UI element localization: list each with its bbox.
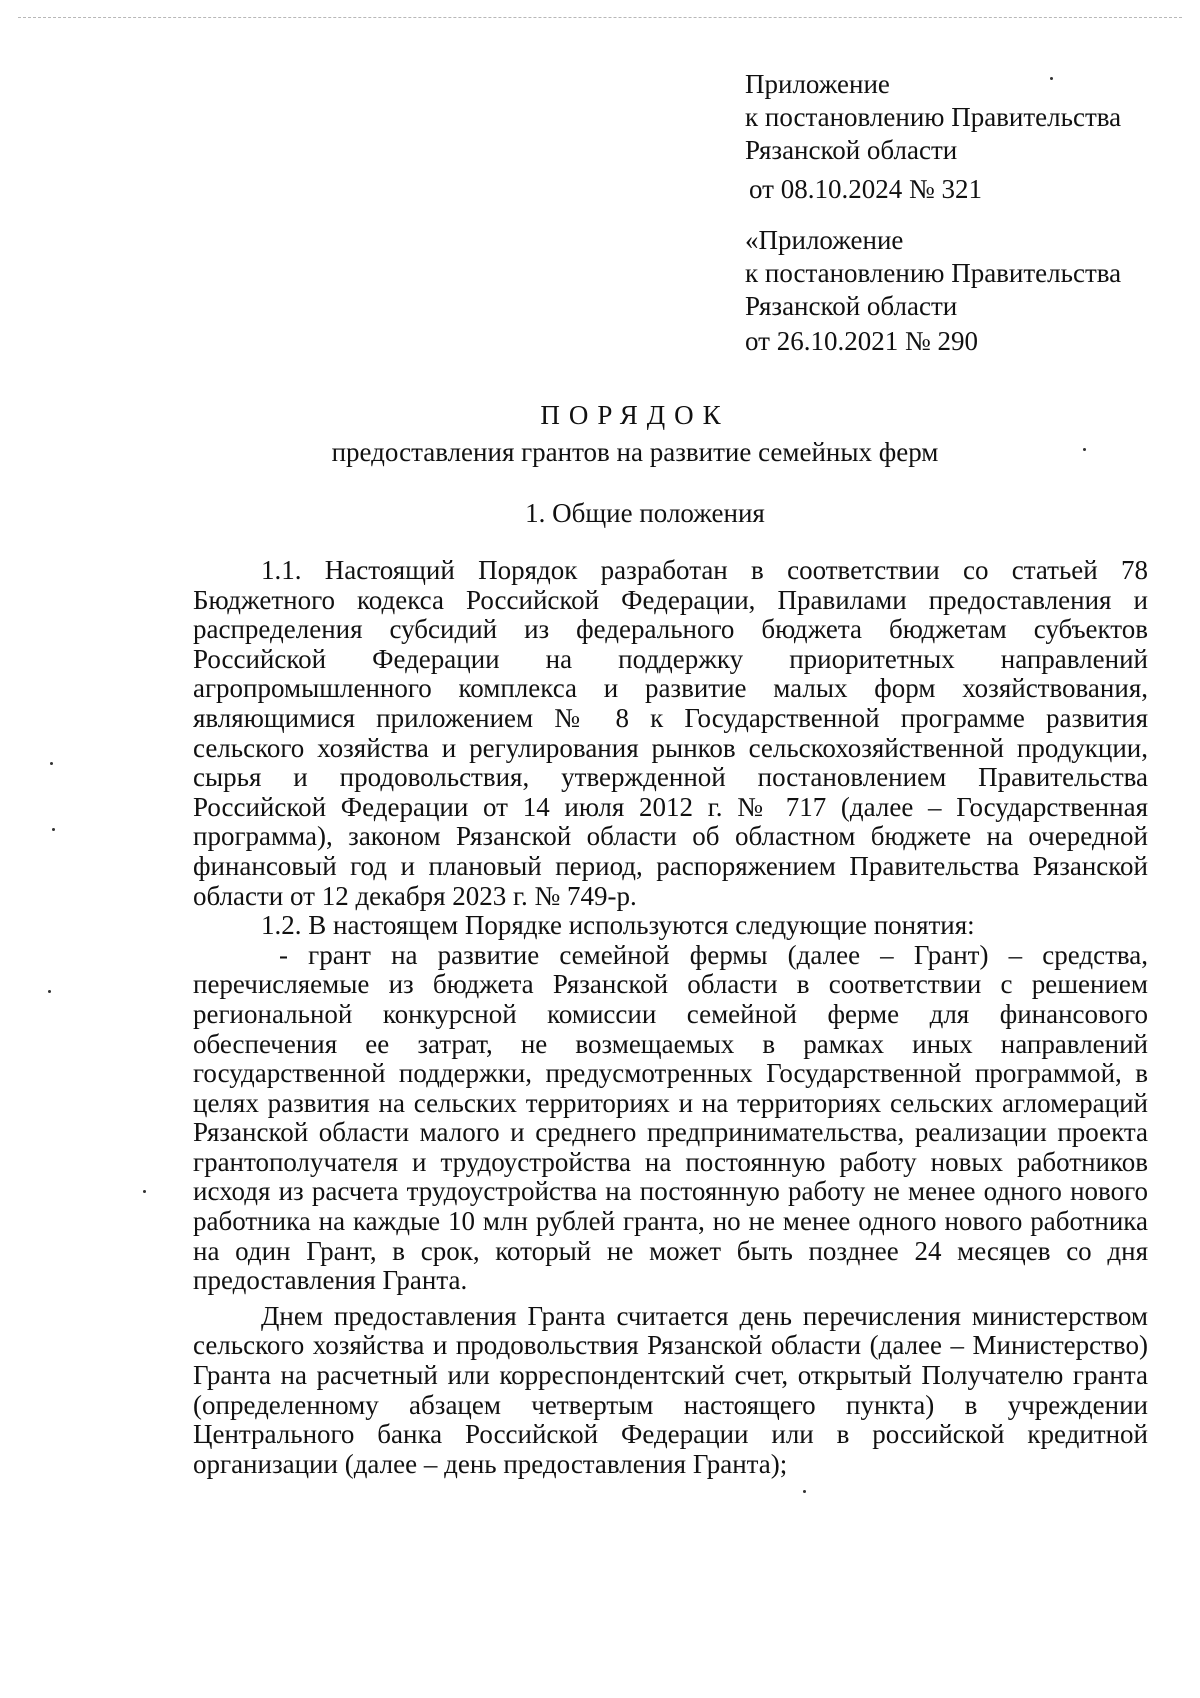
scan-speck [52,828,55,831]
previous-appendix-label: «Приложение [745,225,904,255]
scan-speck [143,1190,146,1193]
previous-appendix-date-number: от 26.10.2021 № 290 [745,326,978,356]
appendix-date-number: от 08.10.2024 № 321 [749,174,982,204]
scan-speck [1083,448,1086,451]
grant-date-paragraph: Днем предоставления Гранта считается день перечисления министерством сельского хозяйства и продовольствия Рязанской области (далее – Министерство) Гранта на расчетный или корреспондентский счет, открытый Получателю гранта (определенному абзацем четвертым настоящего пункта) в учреждении Центрального банка Российской Федерации или в российской кредитной организации (далее – день предоставления Гранта); [193,1300,1148,1479]
scan-speck [48,990,51,993]
document-body [193,556,1148,1479]
paragraph-1-1: 1.1. Настоящий Порядок разработан в соответствии со статьей 78 Бюджетного кодекса Российской Федерации, Правилами предоставления и распределения субсидий из федерального бюджета бюджетам субъектов Российской Федерации на поддержку приоритетных направлений агропромышленного комплекса и развитие малых форм хозяйствования, являющимися приложением № 8 к Государственной программе развития сельского хозяйства и регулирования рынков сельскохозяйственной продукции, сырья и продовольствия, утвержденной постановлением Правительства Российской Федерации от 14 июля 2012 г. № 717 (далее – Государственная программа), законом Рязанской области об областном бюджете на очередной финансовый год и плановый период, распоряжением Правительства Рязанской области от 12 декабря 2023 г. № 749-р. [193,555,1148,911]
appendix-resolution: к постановлению Правительства [745,102,1122,132]
section-heading: 1. Общие положения [525,498,765,528]
scan-edge-line [18,17,1182,18]
previous-appendix-header [745,224,1175,358]
appendix-label: Приложение [745,69,890,99]
previous-appendix-resolution: к постановлению Правительства [745,258,1122,288]
scan-speck [1050,77,1053,80]
paragraph-1-2: 1.2. В настоящем Порядке используются следующие понятия: [261,910,975,941]
scan-speck [803,1490,806,1493]
document-title: ПОРЯДОК [540,400,730,430]
appendix-region: Рязанской области [745,135,958,165]
scan-speck [50,762,53,765]
grant-definition-paragraph: - грант на развитие семейной фермы (далее – Грант) – средства, перечисляемые из бюджета Рязанской области в соответствии с решением региональной конкурсной комиссии семейной ферме для финансового обеспечения ее затрат, не возмещаемых в рамках иных направлений государственной поддержки, предусмотренных Государственной программой, в целях развития на сельских территориях и на территориях сельских агломераций Рязанской области малого и среднего предпринимательства, реализации проекта грантополучателя и трудоустройства на постоянную работу новых работников исходя из расчета трудоустройства на постоянную работу не менее одного нового работника на каждые 10 млн рублей гранта, но не менее одного нового работника на один Грант, в срок, который не может быть позднее 24 месяцев со дня предоставления Гранта. [193,939,1148,1296]
appendix-header [745,68,1175,206]
document-subtitle: предоставления грантов на развитие семейных ферм [331,437,939,467]
previous-appendix-region: Рязанской области [745,291,958,321]
